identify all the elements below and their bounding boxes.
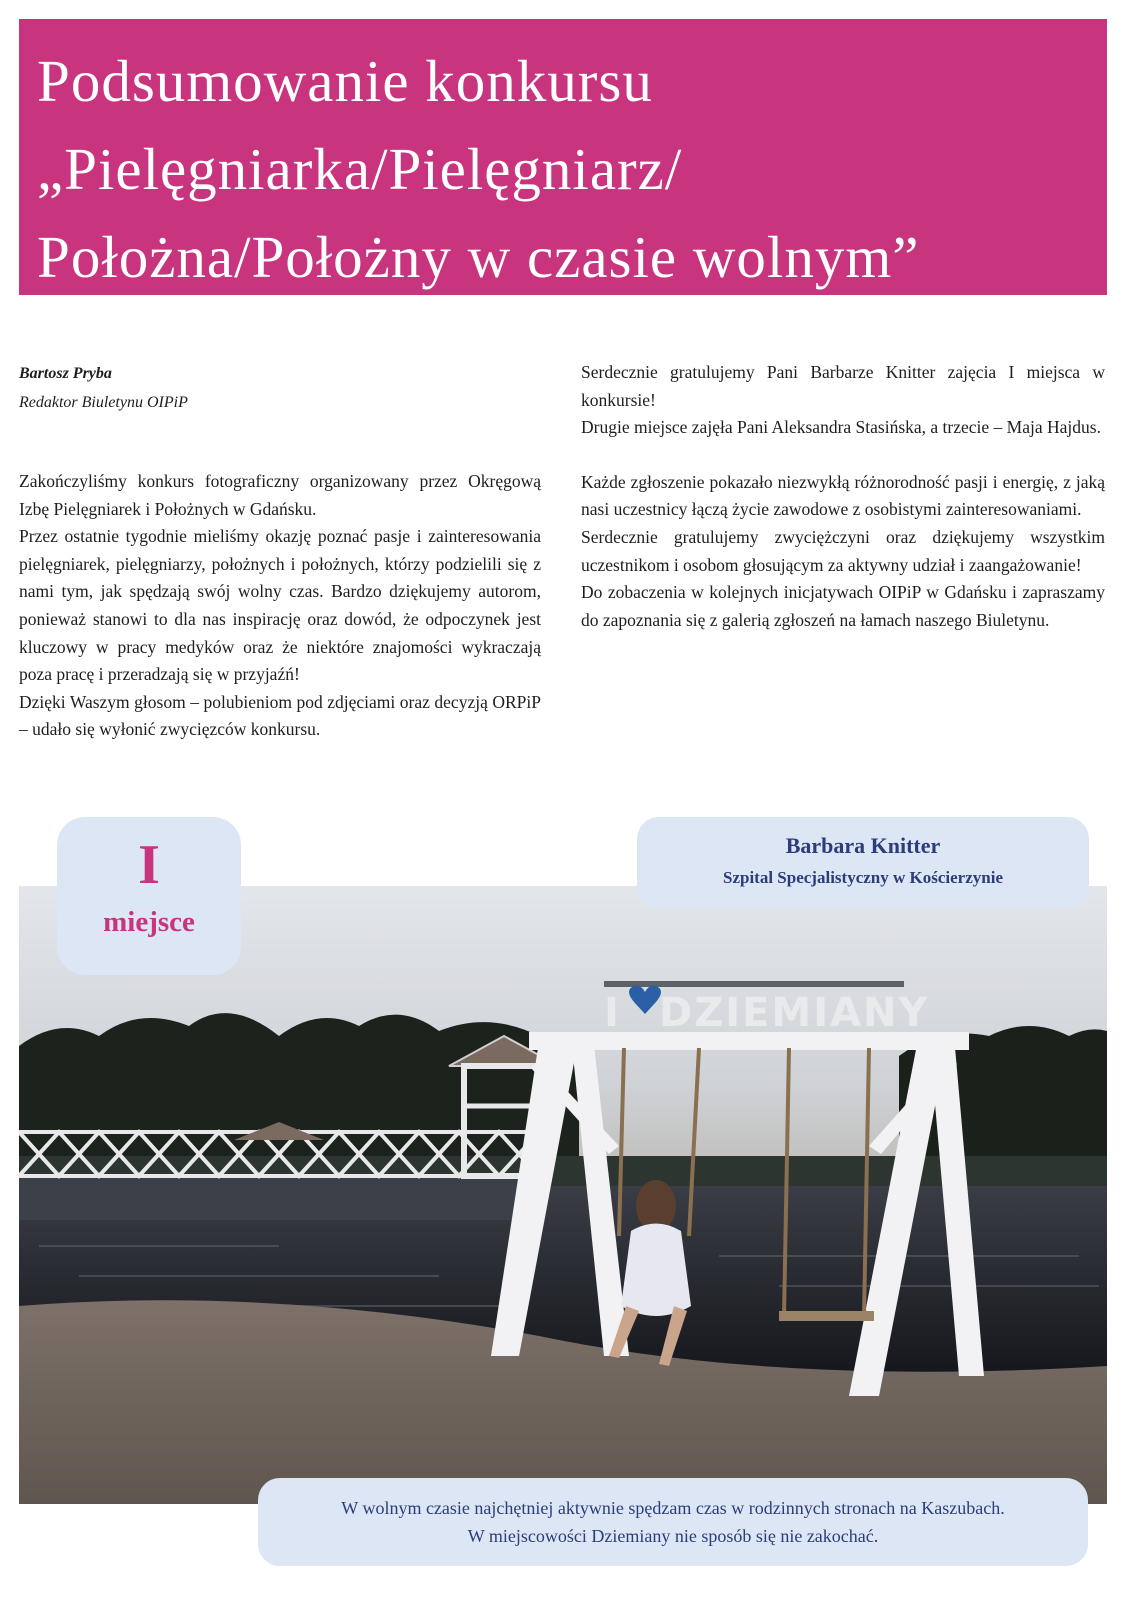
title-banner — [19, 19, 1107, 295]
title-line-1: Podsumowanie konkursu — [37, 48, 653, 114]
sign-text: DZIEMIANY — [659, 990, 930, 1036]
place-numeral: I — [138, 834, 160, 896]
winner-hospital: Szpital Specjalistyczny w Kościerzynie — [723, 868, 1003, 887]
place-badge — [57, 817, 241, 975]
right-paragraph: Drugie miejsce zajęła Pani Aleksandra Stasińska, a trzecie – Maja Hajdus. — [581, 417, 1101, 438]
right-paragraph: Serdecznie gratulujemy zwyciężczyni oraz dziękujemy wszystkim uczestnikom i osobom głosującym za aktywny udział i zaangażowanie! — [581, 526, 1105, 575]
empty-swing-seat — [779, 1311, 874, 1321]
photo-caption — [258, 1478, 1088, 1566]
right-paragraph: Każde zgłoszenie pokazało niezwykłą różnorodność pasji i energię, z jaką nasi uczestnicy łączą życie zawodowe z osobistymi zainteresowaniami. — [581, 471, 1105, 520]
author-role: Redaktor Biuletynu OIPiP — [19, 394, 188, 411]
sign-prefix: I — [604, 990, 619, 1036]
place-word: miejsce — [103, 906, 195, 938]
left-column — [19, 468, 541, 744]
right-paragraph: Do zobaczenia w kolejnych inicjatywach OIPiP w Gdańsku i zapraszamy do zapoznania się z galerią zgłoszeń na łamach naszego Biuletynu. — [581, 582, 1105, 630]
left-paragraph: Zakończyliśmy konkurs fotograficzny organizowany przez Okręgową Izbę Pielęgniarek i Położnych w Gdańsku. — [19, 471, 541, 519]
right-column — [581, 359, 1105, 634]
title-line-2: „Pielęgniarka/Pielęgniarz/ — [37, 136, 683, 202]
author-name: Bartosz Pryba — [19, 365, 112, 382]
byline — [19, 359, 188, 417]
caption-line-1: W wolnym czasie najchętniej aktywnie spędzam czas w rodzinnych stronach na Kaszubach. — [341, 1498, 1005, 1518]
winner-photo — [19, 886, 1107, 1504]
right-paragraph: Serdecznie gratulujemy Pani Barbarze Knitter zajęcia I miejsca w konkursie! — [581, 362, 1105, 410]
left-paragraph: Dzięki Waszym głosom – polubieniom pod zdjęciami oraz decyzją ORPiP – udało się wyłonić zwycięzców konkursu. — [19, 691, 541, 740]
title-line-3: Położna/Położny w czasie wolnym” — [37, 224, 920, 290]
winner-name: Barbara Knitter — [785, 833, 941, 858]
lake-swing-illustration — [19, 886, 1107, 1504]
left-paragraph: Przez ostatnie tygodnie mieliśmy okazję poznać pasje i zainteresowania pielęgniarek, pielęgniarzy, położnych i położnych, którzy podzielili się z nami tym, jak spędzają swój wolny czas. Bardzo dziękujemy autorom, ponieważ stanowi to dla nas inspirację oraz dowód, że odpoczynek jest kluczowy w pracy medyków oraz że niektóre znajomości wykraczają poza pracę i przeradzają się w przyjaźń! — [19, 526, 541, 685]
winner-label — [637, 817, 1089, 909]
caption-line-2: W miejscowości Dziemiany nie sposób się nie zakochać. — [467, 1526, 879, 1546]
